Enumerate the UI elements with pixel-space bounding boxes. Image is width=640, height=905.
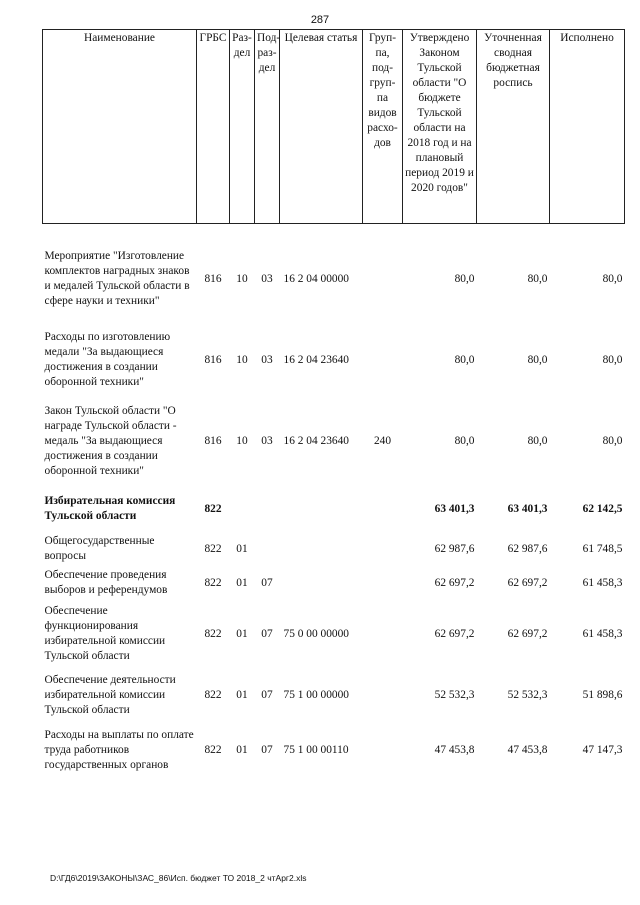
header-podrazdel: Под-раз-дел	[255, 30, 280, 224]
row-approved: 47 453,8	[434, 743, 475, 756]
table-row	[43, 722, 625, 778]
row-podrazdel	[255, 532, 280, 566]
row-refined: 62 697,2	[507, 576, 548, 589]
table-header	[43, 30, 625, 224]
row-podrazdel: 07	[261, 576, 273, 589]
row-razdel: 01	[236, 743, 248, 756]
row-name: Расходы по изготовлению медали "За выдающиеся достижения в создании оборонной техники"	[44, 331, 171, 388]
row-group	[363, 722, 403, 778]
row-razdel: 01	[236, 627, 248, 640]
spacer-cell	[43, 224, 625, 235]
row-razdel: 10	[236, 272, 248, 285]
header-name: Наименование	[43, 30, 197, 224]
row-approved: 62 697,2	[434, 627, 475, 640]
row-grbs: 816	[204, 353, 222, 366]
row-grbs: 822	[204, 542, 222, 555]
row-name: Обеспечение проведения выборов и референдумов	[44, 569, 168, 596]
row-target	[280, 532, 363, 566]
row-razdel: 10	[236, 434, 248, 447]
row-approved: 62 987,6	[434, 542, 475, 555]
row-approved: 62 697,2	[434, 576, 475, 589]
row-podrazdel: 03	[261, 353, 273, 366]
row-group	[363, 324, 403, 396]
table-row	[43, 532, 625, 566]
row-name: Общегосударственные вопросы	[44, 535, 155, 562]
file-path-footer: D:\ГД6\2019\ЗАКОНЫ\ЗАС_86\Исп. бюджет ТО 2018_2 чтАрг2.xls	[50, 873, 307, 883]
row-grbs: 816	[204, 434, 222, 447]
table-row	[43, 396, 625, 486]
row-target: 16 2 04 00000	[283, 272, 349, 285]
row-podrazdel: 03	[261, 434, 273, 447]
row-target: 75 1 00 00000	[283, 688, 349, 701]
row-executed: 80,0	[602, 434, 623, 447]
table-row	[43, 234, 625, 324]
row-group: 240	[373, 434, 392, 447]
row-name: Закон Тульской области "О награде Тульской области - медаль "За выдающиеся достижения в создании оборонной техники"	[44, 404, 177, 477]
row-approved: 63 401,3	[434, 502, 475, 515]
table-row	[43, 668, 625, 722]
row-name: Избирательная комиссия Тульской области	[44, 495, 176, 522]
row-grbs: 816	[204, 272, 222, 285]
row-executed: 80,0	[602, 272, 623, 285]
header-approved: Утверждено Законом Тульской области "О бюджете Тульской области на 2018 год и на плановый период 2019 и 2020 годов"	[403, 30, 477, 224]
row-executed: 62 142,5	[582, 502, 623, 515]
table-row	[43, 600, 625, 668]
row-name: Обеспечение функционирования избирательной комиссии Тульской области	[44, 605, 166, 662]
row-refined: 80,0	[527, 353, 548, 366]
page-number: 287	[310, 14, 330, 26]
row-grbs: 822	[204, 627, 222, 640]
row-target: 16 2 04 23640	[283, 353, 349, 366]
row-razdel: 01	[236, 542, 248, 555]
row-grbs: 822	[204, 502, 222, 515]
row-razdel	[230, 486, 255, 532]
row-target: 16 2 04 23640	[283, 434, 349, 447]
row-executed: 61 748,5	[582, 542, 623, 555]
row-approved: 52 532,3	[434, 688, 475, 701]
row-name: Расходы на выплаты по оплате труда работников государственных органов	[44, 728, 194, 771]
row-refined: 62 987,6	[507, 542, 548, 555]
row-razdel: 10	[236, 353, 248, 366]
row-target	[280, 486, 363, 532]
header-grbs: ГРБС	[197, 30, 230, 224]
table-row	[43, 566, 625, 600]
row-refined: 63 401,3	[507, 502, 548, 515]
row-refined: 47 453,8	[507, 743, 548, 756]
row-spacer	[43, 224, 625, 235]
row-approved: 80,0	[454, 353, 475, 366]
header-razdel: Раз-дел	[230, 30, 255, 224]
row-refined: 62 697,2	[507, 627, 548, 640]
row-group	[363, 668, 403, 722]
row-approved: 80,0	[454, 434, 475, 447]
row-target: 75 1 00 00110	[283, 743, 349, 756]
header-target: Целевая статья	[280, 30, 363, 224]
row-podrazdel	[255, 486, 280, 532]
row-group	[363, 486, 403, 532]
row-executed: 47 147,3	[582, 743, 623, 756]
row-approved: 80,0	[454, 272, 475, 285]
row-group	[363, 600, 403, 668]
row-target	[280, 566, 363, 600]
row-executed: 80,0	[602, 353, 623, 366]
row-group	[363, 532, 403, 566]
row-razdel: 01	[236, 688, 248, 701]
row-name: Обеспечение деятельности избирательной комиссии Тульской области	[44, 673, 176, 716]
row-razdel: 01	[236, 576, 248, 589]
row-refined: 80,0	[527, 434, 548, 447]
row-podrazdel: 07	[261, 743, 273, 756]
row-podrazdel: 03	[261, 272, 273, 285]
row-grbs: 822	[204, 576, 222, 589]
table-row	[43, 486, 625, 532]
row-group	[363, 234, 403, 324]
row-executed: 51 898,6	[582, 688, 623, 701]
row-podrazdel: 07	[261, 627, 273, 640]
header-executed: Исполнено	[550, 30, 625, 224]
row-target: 75 0 00 00000	[283, 627, 349, 640]
row-name: Мероприятие "Изготовление комплектов наградных знаков и медалей Тульской области в сфере науки и техники"	[44, 250, 190, 307]
row-group	[363, 566, 403, 600]
row-refined: 52 532,3	[507, 688, 548, 701]
row-executed: 61 458,3	[582, 627, 623, 640]
budget-table	[42, 29, 625, 778]
row-executed: 61 458,3	[582, 576, 623, 589]
header-group: Груп-па, под-груп-па видов расхо-дов	[363, 30, 403, 224]
table-row	[43, 324, 625, 396]
header-refined: Уточненная сводная бюджетная роспись	[477, 30, 550, 224]
row-refined: 80,0	[527, 272, 548, 285]
row-grbs: 822	[204, 743, 222, 756]
row-podrazdel: 07	[261, 688, 273, 701]
row-grbs: 822	[204, 688, 222, 701]
